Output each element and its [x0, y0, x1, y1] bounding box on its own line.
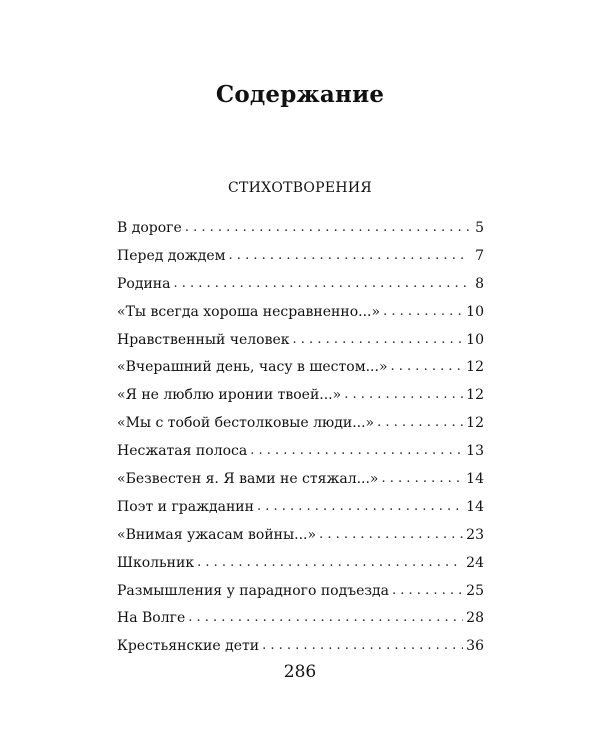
dot-leader	[382, 471, 464, 487]
toc-entry	[117, 521, 484, 549]
dot-leader	[257, 499, 463, 515]
toc-entry-page: 23	[466, 526, 484, 543]
page-title: Содержание	[215, 81, 385, 109]
toc-entry-title: Школьник	[117, 554, 195, 571]
toc-entry-title: «Внимая ужасам войны...»	[117, 526, 317, 543]
toc-entry-page: 12	[466, 359, 484, 376]
dot-leader	[173, 276, 469, 292]
toc-entry	[117, 604, 484, 632]
table-of-contents	[117, 214, 484, 660]
toc-entry-title: «Вчерашний день, часу в шестом...»	[117, 359, 388, 376]
dot-leader	[377, 415, 463, 431]
dot-leader	[262, 638, 463, 654]
dot-leader	[319, 527, 463, 543]
toc-entry	[117, 326, 484, 354]
toc-entry	[117, 632, 484, 660]
toc-entry-page: 7	[475, 247, 484, 264]
toc-entry-title: Поэт и гражданин	[117, 498, 254, 515]
toc-entry-page: 25	[466, 582, 484, 599]
dot-leader	[391, 359, 464, 375]
dot-leader	[392, 583, 463, 599]
toc-entry	[117, 381, 484, 409]
toc-entry	[117, 270, 484, 298]
dot-leader	[250, 443, 463, 459]
toc-entry-page: 10	[466, 331, 484, 348]
toc-entry-page: 12	[466, 415, 484, 432]
toc-entry-title: Перед дождем	[117, 247, 226, 264]
toc-entry-title: «Ты всегда хороша несравненно...»	[117, 303, 381, 320]
toc-entry-title: Родина	[117, 275, 171, 292]
toc-entry	[117, 437, 484, 465]
dot-leader	[383, 304, 463, 320]
toc-entry-title: «Мы с тобой бестолковые люди...»	[117, 415, 375, 432]
toc-entry-page: 24	[466, 554, 484, 571]
toc-entry-page: 36	[466, 638, 484, 655]
dot-leader	[229, 248, 469, 264]
toc-entry	[117, 577, 484, 605]
dot-leader	[188, 610, 463, 626]
toc-entry-title: Нравственный человек	[117, 331, 290, 348]
toc-entry-page: 13	[466, 443, 484, 460]
toc-entry-page: 12	[466, 387, 484, 404]
toc-entry-title: «Безвестен я. Я вами не стяжал...»	[117, 470, 379, 487]
toc-entry	[117, 214, 484, 242]
toc-entry-title: «Я не люблю иронии твоей...»	[117, 387, 342, 404]
toc-entry	[117, 549, 484, 577]
toc-entry-title: Размышления у парадного подъезда	[117, 582, 390, 599]
toc-entry	[117, 465, 484, 493]
toc-entry-title: На Волге	[117, 610, 186, 627]
dot-leader	[293, 332, 464, 348]
toc-entry	[117, 493, 484, 521]
toc-entry-page: 5	[475, 219, 484, 236]
toc-entry	[117, 298, 484, 326]
toc-entry	[117, 409, 484, 437]
toc-entry	[117, 242, 484, 270]
dot-leader	[185, 220, 469, 236]
toc-entry-page: 28	[466, 610, 484, 627]
page-number: 286	[283, 662, 317, 682]
toc-entry-page: 10	[466, 303, 484, 320]
toc-entry-page: 8	[475, 275, 484, 292]
toc-entry-title: Крестьянские дети	[117, 638, 260, 655]
toc-entry-page: 14	[466, 470, 484, 487]
toc-entry-page: 14	[466, 498, 484, 515]
toc-entry-title: В дороге	[117, 219, 182, 236]
dot-leader	[344, 387, 463, 403]
toc-entry-title: Несжатая полоса	[117, 443, 248, 460]
dot-leader	[197, 555, 463, 571]
section-heading: СТИХОТВОРЕНИЯ	[227, 180, 373, 196]
toc-entry	[117, 353, 484, 381]
